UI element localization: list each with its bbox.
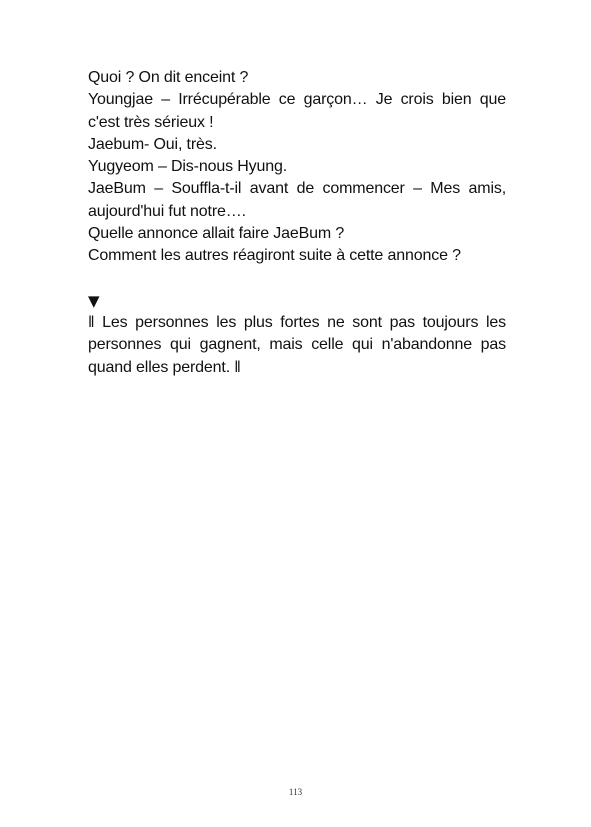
down-arrow-icon: ▼ — [88, 291, 100, 310]
text-line-6: Quelle annonce allait faire JaeBum ? — [88, 225, 345, 243]
text-line-7: Comment les autres réagiront suite à cette annonce ? — [88, 247, 461, 265]
text-line-5: JaeBum – Souffla-t-il avant de commencer – Mes amis, aujourd'hui fut notre…. — [88, 180, 506, 220]
quote-paragraph: ‖ Les personnes les plus fortes ne sont pas toujours les personnes qui gagnent, mais celle qui n'abandonne pas quand elles perdent. ‖ — [88, 313, 506, 376]
page-number: 113 — [288, 787, 303, 797]
text-line-4: Yugyeom – Dis-nous Hyung. — [88, 158, 288, 176]
text-line-1: Quoi ? On dit enceint ? — [88, 69, 249, 86]
paragraph-gap — [88, 268, 506, 290]
text-line-3: Jaebum- Oui, très. — [88, 135, 217, 153]
page-body — [88, 67, 506, 379]
text-line-2: Youngjae – Irrécupérable ce garçon… Je crois bien que c'est très sérieux ! — [88, 91, 506, 131]
